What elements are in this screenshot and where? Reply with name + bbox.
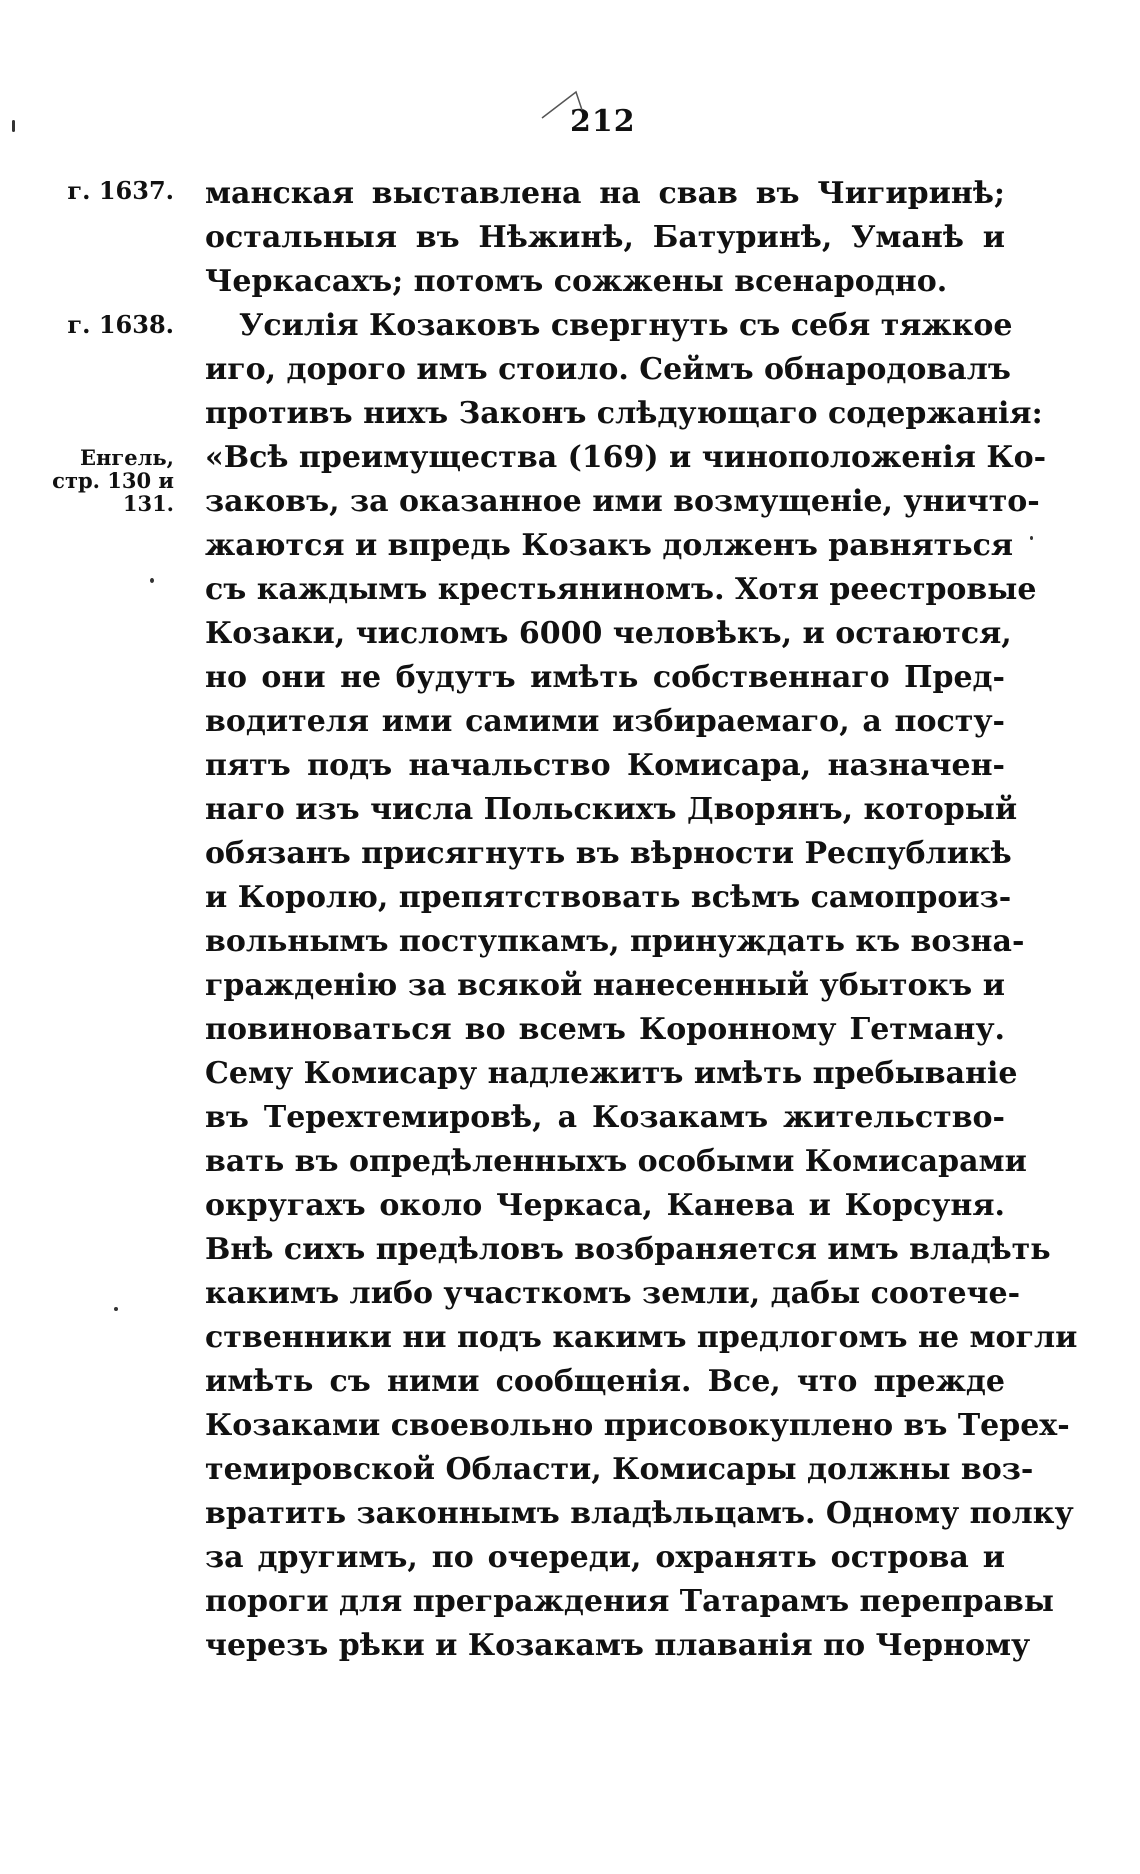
text-line: имѣть съ ними сообщенія. Все, что прежде [205, 1364, 1005, 1399]
text-line: Козаки, числомъ 6000 человѣкъ, и остаются, [205, 616, 1012, 651]
text-line: Козаками своевольно присовокуплено въ Терех- [205, 1408, 1070, 1443]
text-line: за другимъ, по очереди, охранять острова и [205, 1540, 1005, 1575]
text-line: но они не будутъ имѣть собственнаго Пред- [205, 660, 1005, 695]
text-line: ственники ни подъ какимъ предлогомъ не могли [205, 1320, 1078, 1355]
text-line: вратить законнымъ владѣльцамъ. Одному полку [205, 1496, 1074, 1531]
scan-speck [12, 120, 15, 132]
text-line: заковъ, за оказанное ими возмущеніе, уничто- [205, 484, 1040, 519]
text-line: Черкасахъ; потомъ сожжены всенародно. [205, 264, 948, 299]
text-line: противъ нихъ Законъ слѣдующаго содержанія: [205, 396, 1043, 431]
scan-speck [114, 1307, 118, 1311]
text-line: черезъ рѣки и Козакамъ плаванія по Черному [205, 1628, 1031, 1663]
text-line: повиноваться во всемъ Коронному Гетману. [205, 1012, 1005, 1047]
text-line: Внѣ сихъ предѣловъ возбраняется имъ владѣть [205, 1232, 1051, 1267]
text-line: наго изъ числа Польскихъ Дворянъ, который [205, 792, 1018, 827]
margin-note-year-1638: г. 1638. [67, 310, 174, 339]
text-line: Усилія Козаковъ свергнуть съ себя тяжкое [239, 308, 1013, 343]
text-line: иго, дорого имъ стоило. Сеймъ обнародовалъ [205, 352, 1011, 387]
text-line: Сему Комисару надлежитъ имѣть пребываніе [205, 1056, 1018, 1091]
scan-speck [150, 578, 154, 583]
scan-speck [1030, 536, 1033, 540]
text-line: и Королю, препятствовать всѣмъ самопроиз- [205, 880, 1012, 915]
page-number: 212 [570, 104, 636, 139]
text-line: манская выставлена на свав въ Чигиринѣ; [205, 176, 1005, 211]
text-line: жаются и впредь Козакъ долженъ равняться [205, 528, 1014, 563]
text-line: въ Терехтемировѣ, а Козакамъ жительство- [205, 1100, 1005, 1135]
text-line: обязанъ присягнуть въ вѣрности Республикѣ [205, 836, 1012, 871]
body-text [205, 172, 1078, 1668]
text-line: вольнымъ поступкамъ, принуждать къ возна- [205, 924, 1025, 959]
text-line: «Всѣ преимущества (169) и чиноположенія Ко- [205, 440, 1047, 475]
margin-note-reference: Енгель, стр. 130 и 131. [52, 445, 174, 516]
text-line: пятъ подъ начальство Комисара, назначен- [205, 748, 1005, 783]
text-line: округахъ около Черкаса, Канева и Корсуня. [205, 1188, 1005, 1223]
margin-note-year-1637: г. 1637. [67, 176, 174, 205]
text-line: водителя ими самими избираемаго, а посту- [205, 704, 1005, 739]
pencil-mark [538, 86, 598, 126]
text-line: вать въ опредѣленныхъ особыми Комисарами [205, 1144, 1027, 1179]
text-line: съ каждымъ крестьяниномъ. Хотя реестровые [205, 572, 1037, 607]
text-line: пороги для преграждения Татарамъ переправы [205, 1584, 1054, 1619]
text-line: темировской Области, Комисары должны воз- [205, 1452, 1034, 1487]
text-line: остальныя въ Нѣжинѣ, Батуринѣ, Уманѣ и [205, 220, 1005, 255]
text-line: гражденію за всякой нанесенный убытокъ и [205, 968, 1005, 1003]
text-line: какимъ либо участкомъ земли, дабы соотече- [205, 1276, 1021, 1311]
